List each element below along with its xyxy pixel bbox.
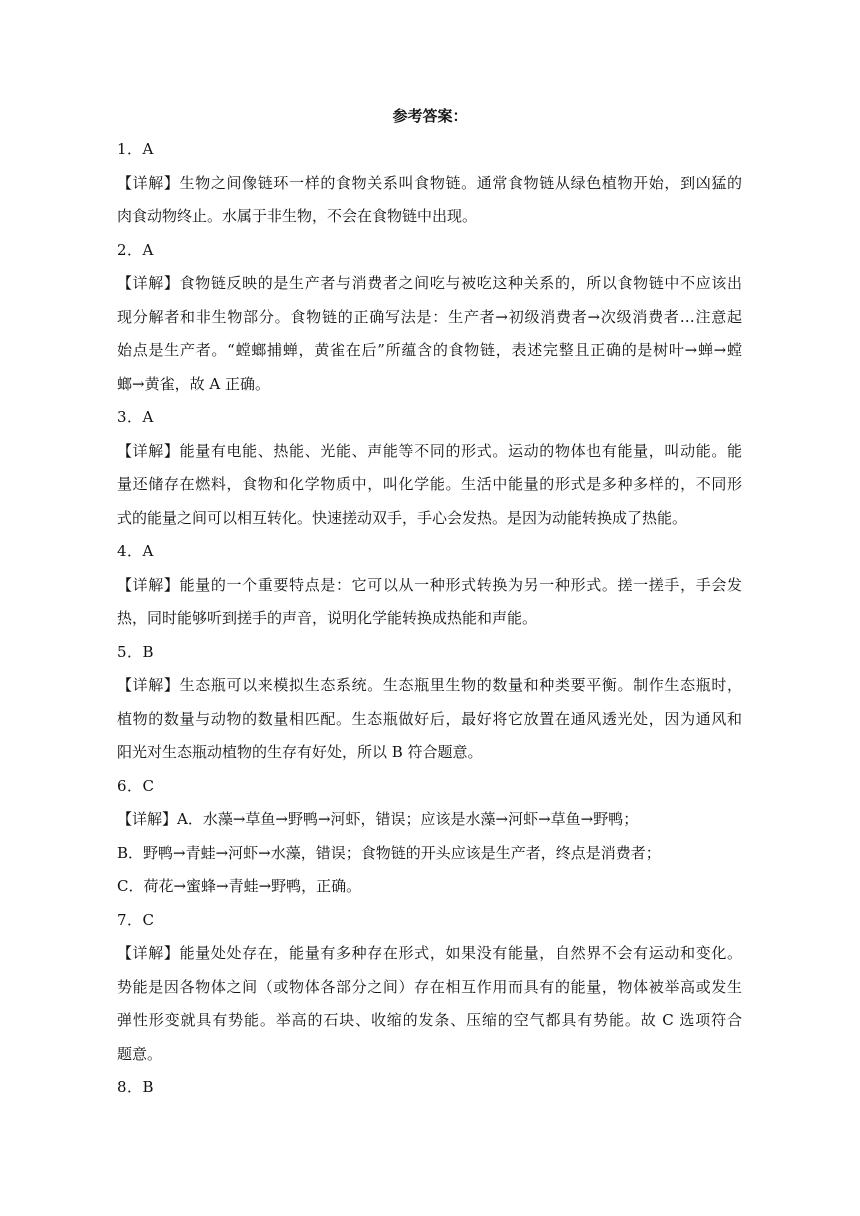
explanation-line: C．荷花→蜜蜂→青蛙→野鸭，正确。 (117, 877, 362, 895)
explanation-line: 【详解】能量处处存在，能量有多种存在形式，如果没有能量，自然界不会有运动和变化。 (117, 944, 742, 962)
explanation-line: 【详解】生物之间像链环一样的食物关系叫食物链。通常食物链从绿色植物开始，到凶猛的 (117, 173, 742, 192)
explanation-line: 阳光对生态瓶动植物的生存有好处，所以 B 符合题意。 (117, 743, 483, 761)
answer-number-7: 7．C (117, 910, 155, 929)
answer-number-8: 8．B (117, 1078, 155, 1096)
explanation-line: B．野鸭→青蛙→河虾→水藻，错误；食物链的开头应该是生产者，终点是消费者； (117, 843, 661, 862)
answer-number-4: 4．A (117, 542, 154, 560)
explanation-line: 【详解】生态瓶可以来模拟生态系统。生态瓶里生物的数量和种类要平衡。制作生态瓶时， (117, 676, 742, 694)
explanation-line: 【详解】能量的一个重要特点是：它可以从一种形式转换为另一种形式。搓一搓手，手会发 (117, 575, 742, 594)
explanation-line: 题意。 (117, 1044, 163, 1063)
explanation-line: 植物的数量与动物的数量相匹配。生态瓶做好后，最好将它放置在通风透光处，因为通风和 (117, 709, 742, 728)
explanation-line: 始点是生产者。“螳螂捕蝉，黄雀在后”所蕴含的食物链，表述完整且正确的是树叶→蝉→螳 (117, 341, 742, 359)
answer-number-1: 1．A (117, 140, 154, 158)
explanation-line: 【详解】A．水藻→草鱼→野鸭→河虾，错误；应该是水藻→河虾→草鱼→野鸭； (117, 810, 639, 828)
explanation-line: 【详解】能量有电能、热能、光能、声能等不同的形式。运动的物体也有能量，叫动能。能 (117, 441, 742, 460)
explanation-line: 弹性形变就具有势能。举高的石块、收缩的发条、压缩的空气都具有势能。故 C 选项符合 (117, 1011, 742, 1029)
answer-number-2: 2．A (117, 240, 154, 259)
page-title: 参考答案： (392, 107, 468, 125)
explanation-line: 热，同时能够听到搓手的声音，说明化学能转换成热能和声能。 (117, 609, 538, 627)
answer-list (117, 133, 742, 1105)
answer-number-3: 3．A (117, 408, 154, 426)
answer-number-6: 6．C (117, 776, 155, 795)
answer-number-5: 5．B (117, 642, 155, 661)
explanation-line: 【详解】食物链反映的是生产者与消费者之间吃与被吃这种关系的，所以食物链中不应该出 (117, 274, 742, 292)
explanation-line: 势能是因各物体之间（或物体各部分之间）存在相互作用而具有的能量，物体被举高或发生 (117, 977, 742, 996)
explanation-line: 肉食动物终止。水属于非生物，不会在食物链中出现。 (117, 207, 478, 225)
explanation-line: 式的能量之间可以相互转化。快速搓动双手，手心会发热。是因为动能转换成了热能。 (117, 508, 688, 527)
explanation-line: 螂→黄雀，故 A 正确。 (117, 374, 270, 393)
explanation-line: 量还储存在燃料，食物和化学物质中，叫化学能。生活中能量的形式是多种多样的，不同形 (117, 475, 742, 493)
explanation-line: 现分解者和非生物部分。食物链的正确写法是：生产者→初级消费者→次级消费者…注意起 (117, 307, 742, 326)
